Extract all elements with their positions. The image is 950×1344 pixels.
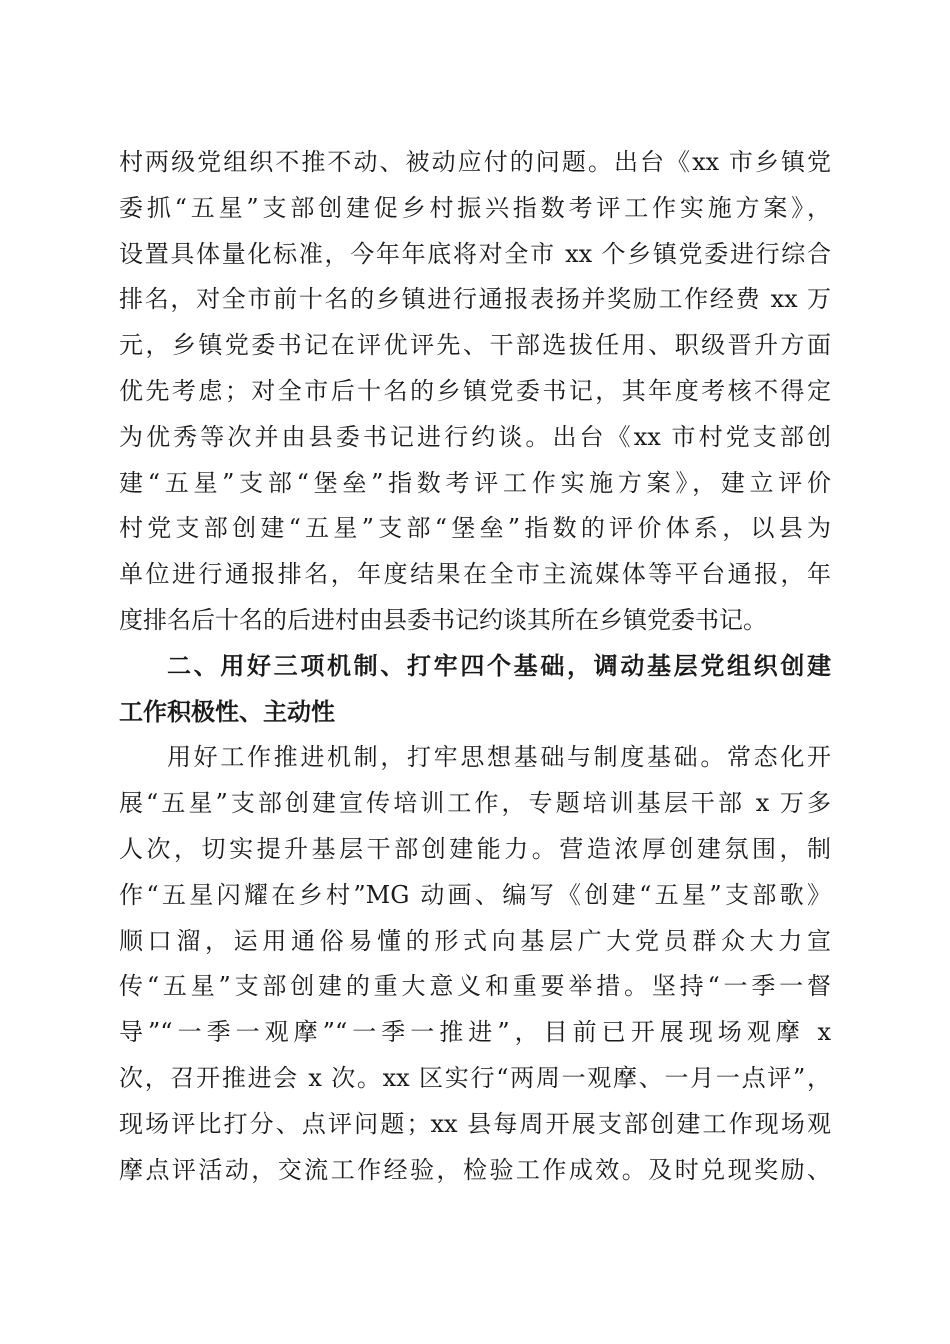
text-line: 顺口溜，运用通俗易懂的形式向基层广大党员群众大力宣 (119, 926, 831, 955)
text-line: 设置具体量化标准，今年年底将对全市 xx 个乡镇党委进行综合 (119, 239, 831, 268)
section-heading (119, 644, 831, 736)
text-line: 元，乡镇党委书记在评优评先、干部选拔任用、职级晋升方面 (119, 331, 831, 360)
heading-line: 二、用好三项机制、打牢四个基础，调动基层党组织创建 (167, 651, 831, 680)
text-line: 为优秀等次并由县委书记进行约谈。出台《xx 市村党支部创 (119, 422, 831, 451)
text-line: 摩点评活动，交流工作经验，检验工作成效。及时兑现奖励、 (119, 1155, 831, 1184)
paragraph-1 (119, 140, 831, 644)
text-line: 现场评比打分、点评问题；xx 县每周开展支部创建工作现场观 (119, 1109, 831, 1138)
text-line: 建“五星”支部“堡垒”指数考评工作实施方案》，建立评价 (119, 468, 831, 497)
paragraph-2 (119, 735, 831, 1193)
text-line: 村两级党组织不推不动、被动应付的问题。出台《xx 市乡镇党 (119, 148, 831, 176)
text-line: 用好工作推进机制，打牢思想基础与制度基础。常态化开 (167, 743, 831, 772)
heading-line: 工作积极性、主动性 (119, 697, 335, 726)
text-line: 排名，对全市前十名的乡镇进行通报表扬并奖励工作经费 xx 万 (119, 285, 831, 314)
text-line: 优先考虑；对全市后十名的乡镇党委书记，其年度考核不得定 (119, 376, 831, 405)
text-line: 作“五星闪耀在乡村”MG 动画、编写《创建“五星”支部歌》 (119, 880, 831, 909)
text-line: 传“五星”支部创建的重大意义和重要举措。坚持“一季一督 (119, 972, 831, 1001)
text-line: 单位进行通报排名，年度结果在全市主流媒体等平台通报，年 (119, 560, 831, 589)
text-line: 村党支部创建“五星”支部“堡垒”指数的评价体系，以县为 (119, 514, 831, 543)
text-line: 委抓“五星”支部创建促乡村振兴指数考评工作实施方案》， (119, 193, 831, 222)
text-line: 导”“一季一观摩”“一季一推进”，目前已开展现场观摩 x (119, 1018, 831, 1047)
document-page (119, 140, 831, 1193)
text-line: 度排名后十名的后进村由县委书记约谈其所在乡镇党委书记。 (119, 605, 767, 634)
text-line: 展“五星”支部创建宣传培训工作，专题培训基层干部 x 万多 (119, 789, 831, 818)
text-line: 次，召开推进会 x 次。xx 区实行“两周一观摩、一月一点评”， (119, 1063, 831, 1092)
text-line: 人次，切实提升基层干部创建能力。营造浓厚创建氛围，制 (119, 834, 831, 863)
